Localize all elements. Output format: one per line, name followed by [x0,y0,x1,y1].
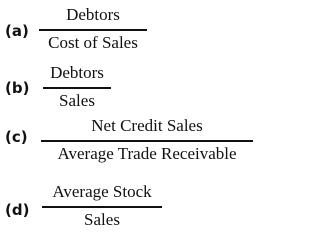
fraction [39,6,147,54]
fraction-bar [42,206,162,208]
fraction [42,183,162,231]
fraction [41,117,253,165]
fraction-bar [39,29,147,31]
fraction-denominator: Sales [59,91,95,110]
fraction [43,64,111,112]
fraction-denominator: Sales [84,210,120,229]
fraction-bar [43,87,111,89]
fraction-numerator: Debtors [50,63,104,82]
option-label: (a) [5,22,29,40]
fraction-denominator: Cost of Sales [48,33,138,52]
option-a [0,6,256,62]
option-label: (d) [5,201,30,219]
fraction-numerator: Net Credit Sales [91,116,203,135]
option-label: (c) [5,128,28,146]
fraction-numerator: Average Stock [52,182,152,201]
fraction-bar [41,140,253,142]
option-b [0,64,256,120]
fraction-numerator: Debtors [66,5,120,24]
option-d [0,183,256,239]
option-label: (b) [5,79,30,97]
option-c [0,117,256,173]
fraction-denominator: Average Trade Receivable [57,144,237,163]
